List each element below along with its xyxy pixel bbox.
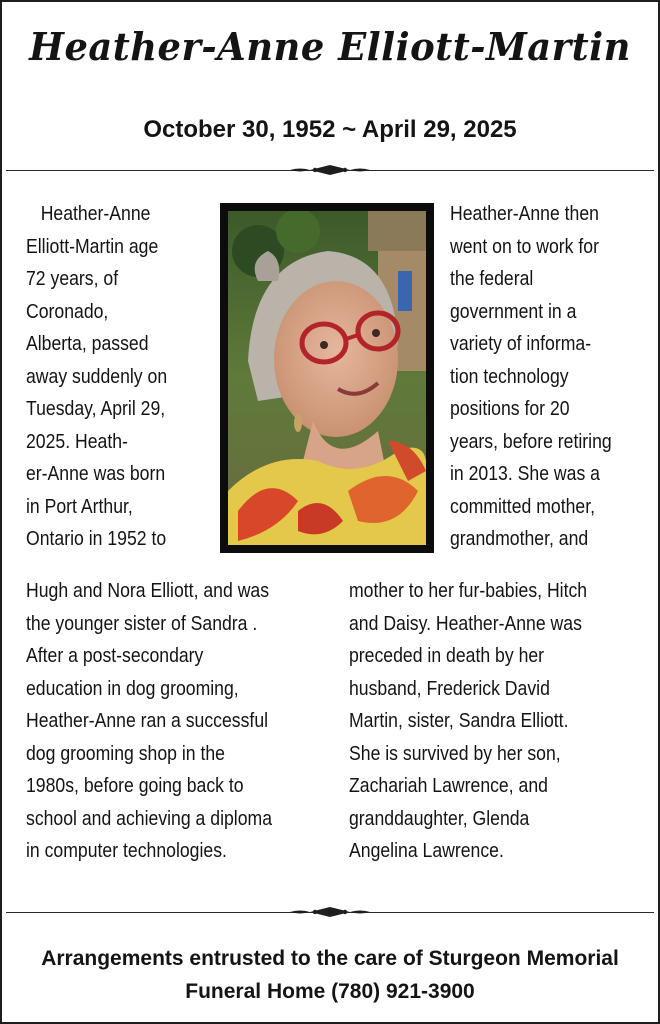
footer-line-2: Funeral Home (780) 921-3900 [185,980,475,1003]
portrait-photo [228,211,426,545]
body-text-right-bottom: mother to her fur-babies, Hitch and Daisy. Heather-Anne was preceded in death by her husband, Frederick David Martin, sister, Sandra Elliott. She is survived by her son, Zachariah Lawrence, and granddaughter, Glenda Angelina Lawrence. [349,579,588,862]
ornament-divider-icon [290,164,370,176]
ornament-divider-icon [290,906,370,918]
portrait-frame [220,203,434,553]
deceased-name: Heather-Anne Elliott-Martin [29,24,631,69]
funeral-home-notice [2,942,658,1008]
life-dates: October 30, 1952 ~ April 29, 2025 [143,116,517,143]
body-text-left-top: Heather-Anne Elliott-Martin age 72 years, of Coronado, Alberta, passed away suddenly on Tuesday, April 29, 2025. Heath- er-Anne was born in Port Arthur, Ontario in 1952 to [26,202,168,550]
footer-line-1: Arrangements entrusted to the care of Sturgeon Memorial [41,947,619,970]
body-text-left-bottom: Hugh and Nora Elliott, and was the younger sister of Sandra . After a post-secondary education in dog grooming, Heather-Anne ran a successful dog grooming shop in the 1980s, before going back to school and achieving a diploma in computer technologies. [26,579,273,862]
body-text-right-top: Heather-Anne then went on to work for the federal government in a variety of informa- tion technology positions for 20 years, before retiring in 2013. She was a committed mother, grandmother, and [450,202,612,550]
